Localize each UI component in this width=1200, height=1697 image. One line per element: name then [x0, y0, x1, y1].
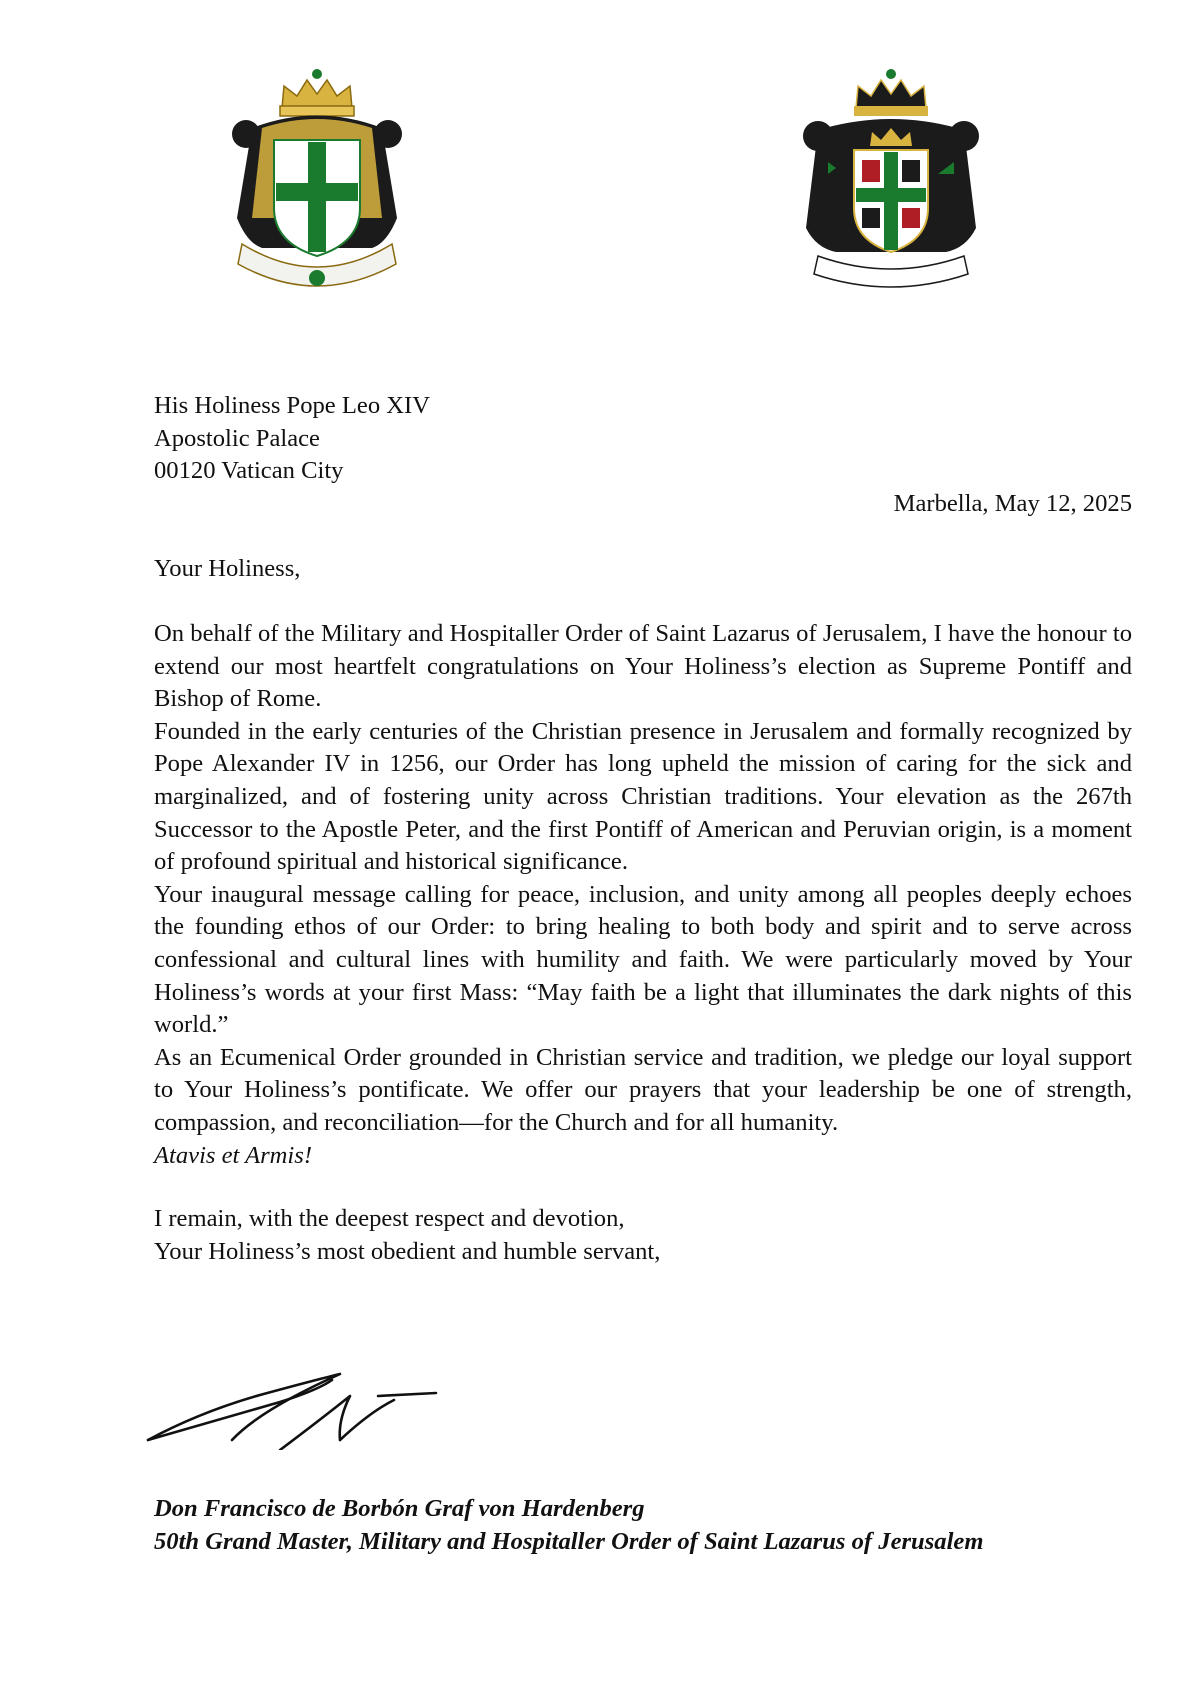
signer-title: 50th Grand Master, Military and Hospitaller Order of Saint Lazarus of Jerusalem	[154, 1527, 984, 1555]
letter-date: Marbella, May 12, 2025	[893, 490, 1132, 517]
letter-body	[154, 618, 1132, 1172]
coat-of-arms-black-icon	[796, 68, 986, 296]
coat-of-arms-green-cross-icon	[222, 68, 412, 296]
body-paragraph: Founded in the early centuries of the Christian presence in Jerusalem and formally recognized by Pope Alexander IV in 1256, our Order has long upheld the mission of caring for the sick and marginalized, and of fostering unity across Christian traditions. Your elevation as the 267th Successor to the Apostle Peter, and the first Pontiff of American and Peruvian origin, is a moment of profound spiritual and historical significance.	[154, 717, 1132, 876]
body-paragraph: On behalf of the Military and Hospitaller Order of Saint Lazarus of Jerusalem, I have the honour to extend our most heartfelt congratulations on Your Holiness’s election as Supreme Pontiff and Bishop of Rome.	[154, 620, 1132, 713]
signer-block	[154, 1493, 983, 1558]
salutation: Your Holiness,	[154, 555, 301, 582]
order-motto: Atavis et Armis!	[154, 1141, 313, 1169]
address-line: 00120 Vatican City	[154, 457, 344, 485]
handwritten-signature	[140, 1340, 460, 1450]
recipient-address	[154, 390, 1132, 488]
address-line: His Holiness Pope Leo XIV	[154, 392, 430, 419]
signer-name: Don Francisco de Borbón Graf von Hardenberg	[154, 1495, 645, 1522]
letter-closing	[154, 1203, 1132, 1268]
body-paragraph: Your inaugural message calling for peace, inclusion, and unity among all peoples deeply echoes the founding ethos of our Order: to bring healing to both body and spirit and to serve across confessional and cultural lines with humility and faith. We were particularly moved by Your Holiness’s words at your first Mass: “May faith be a light that illuminates the dark nights of this world.”	[154, 880, 1132, 1039]
closing-line: I remain, with the deepest respect and devotion,	[154, 1205, 625, 1232]
closing-line: Your Holiness’s most obedient and humble servant,	[154, 1237, 661, 1265]
body-paragraph: As an Ecumenical Order grounded in Christian service and tradition, we pledge our loyal support to Your Holiness’s pontificate. We offer our prayers that your leadership be one of strength, compassion, and reconciliation—for the Church and for all humanity.	[154, 1043, 1132, 1136]
address-line: Apostolic Palace	[154, 424, 320, 452]
